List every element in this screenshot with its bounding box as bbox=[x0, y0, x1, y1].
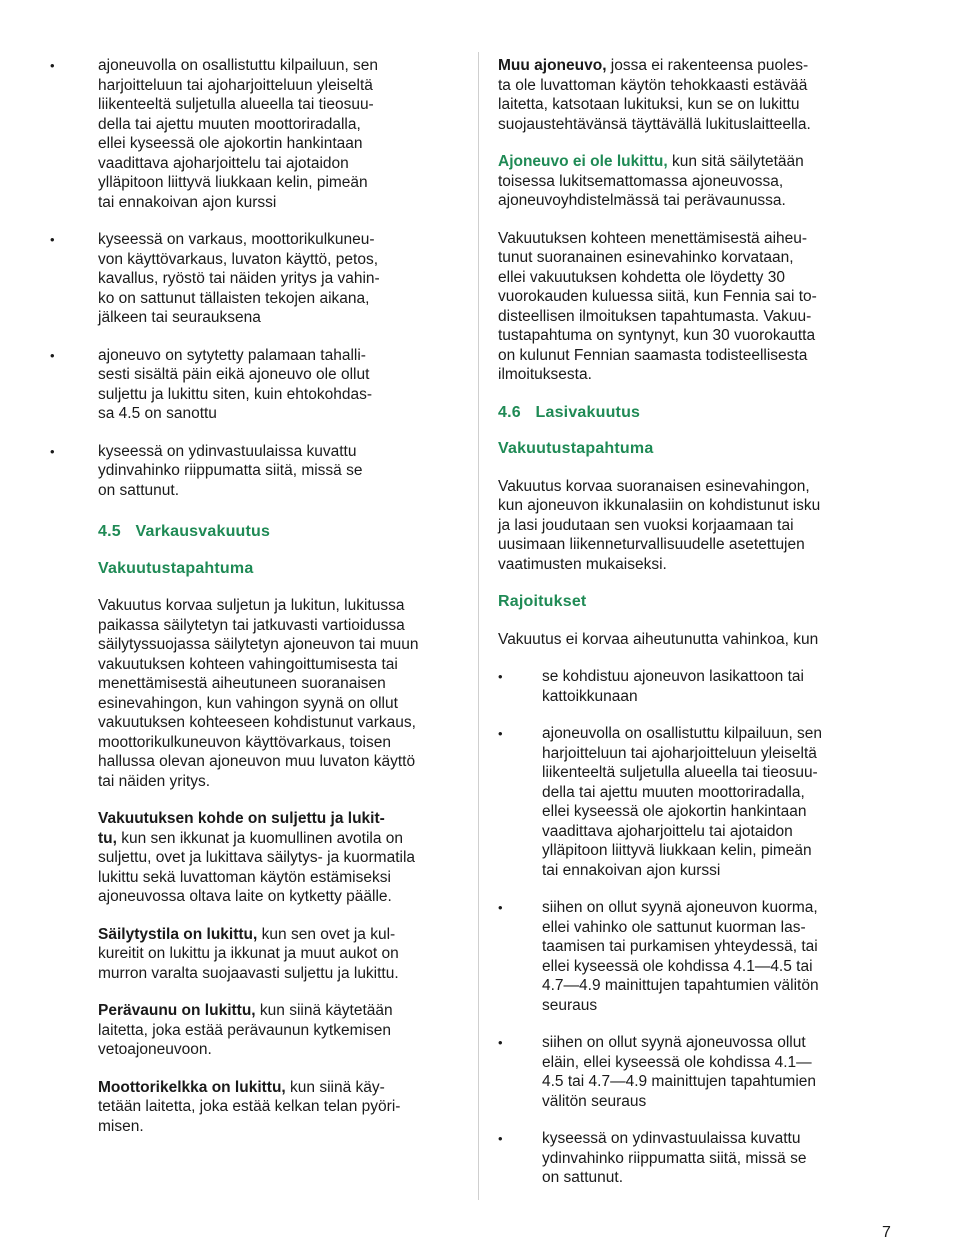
text-line: tustapahtuma on syntynyt, kun 30 vuorokautta bbox=[498, 327, 816, 344]
text-line bbox=[98, 1001, 454, 1021]
text-line: ajoneuvoyhdistelmässä tai perävaunussa. bbox=[498, 192, 786, 209]
definition-text: kun sen ovet ja kul- bbox=[257, 925, 396, 943]
text-line: siihen on ollut syynä ajoneuvossa ollut bbox=[542, 1034, 806, 1051]
definition-term: Säilytystila on lukittu, bbox=[98, 925, 258, 943]
text-line: laitetta, joka estää perävaunun kytkemisen bbox=[98, 1021, 391, 1039]
text-line: vaadittava ajoharjoittelu tai ajotaidon bbox=[542, 822, 793, 840]
text-line bbox=[98, 829, 454, 849]
text-line: paikassa säilytetyn tai jatkuvasti vartioidussa bbox=[98, 616, 405, 634]
right-column bbox=[498, 56, 858, 1206]
text-line: liikenteeltä suljetulla alueella tai tieosuu- bbox=[542, 764, 818, 781]
definition-term: Muu ajoneuvo, bbox=[498, 57, 607, 74]
definition-kohde-lukittu bbox=[98, 809, 454, 907]
definition-term: Ajoneuvo ei ole lukittu, bbox=[498, 153, 668, 170]
definition-text: kun siinä käy- bbox=[285, 1078, 385, 1096]
text-line: kattoikkunaan bbox=[542, 687, 638, 705]
text-line: liikenteeltä suljetulla alueella tai tieosuu- bbox=[98, 96, 374, 113]
text-line: kavallus, ryöstö tai näiden yritys ja vahin- bbox=[98, 270, 380, 287]
text-line: säilytyssuojassa säilytetyn ajoneuvon tai muun bbox=[98, 636, 419, 653]
text-line: 4.5 tai 4.7—4.9 mainittujen tapahtumien bbox=[542, 1073, 817, 1090]
definition-muu-ajoneuvo bbox=[498, 56, 858, 134]
text-line: tai näiden yritys. bbox=[98, 772, 210, 790]
text-line: harjoitteluun tai ajoharjoitteluun yleiseltä bbox=[98, 76, 373, 94]
definition-text: kun siinä käytetään bbox=[255, 1002, 393, 1019]
bullet-icon: • bbox=[498, 1131, 503, 1146]
list-item bbox=[498, 667, 858, 706]
list-item bbox=[498, 1129, 858, 1188]
text-line bbox=[98, 809, 454, 829]
text-line: ydinvahinko riippumatta siitä, missä se bbox=[542, 1149, 807, 1167]
text-line: 4.7—4.9 mainittujen tapahtumien välitön bbox=[542, 977, 819, 994]
paragraph-rajoitukset: Vakuutus ei korvaa aiheutunutta vahinkoa, kun bbox=[498, 630, 819, 648]
definition-ei-lukittu bbox=[498, 152, 858, 211]
definition-rest bbox=[98, 944, 454, 983]
subheading-rajoitukset: Rajoitukset bbox=[498, 593, 587, 610]
text-line bbox=[498, 56, 858, 76]
text-line: hallussa olevan ajoneuvon muu luvaton käyttö bbox=[98, 753, 416, 770]
exclusion-list-left bbox=[50, 56, 454, 500]
text-line: ko on sattunut tällaisten tekojen aikana, bbox=[98, 289, 370, 307]
text-line: suojaustehtävänsä täyttävällä lukituslaitteella. bbox=[498, 115, 811, 133]
text-line bbox=[498, 152, 858, 172]
text-line: ellei kyseessä ole ajokortin hankintaan bbox=[98, 135, 363, 152]
left-column bbox=[50, 56, 454, 1154]
text-line: ylläpitoon liittyvä liukkaan kelin, pimeän bbox=[98, 174, 368, 191]
text-line: ja lasi joudutaan sen vuoksi korjaamaan tai bbox=[498, 516, 794, 534]
list-item bbox=[498, 898, 858, 1015]
text-line: menettämisestä aiheutuneen suoranaisen bbox=[98, 675, 386, 692]
text-line: ajoneuvossa oltava laite on kytketty päälle. bbox=[98, 888, 392, 905]
text-line: vaatimusten mukaiseksi. bbox=[498, 555, 667, 573]
text-line: toisessa lukitsemattomassa ajoneuvossa, bbox=[498, 172, 784, 190]
exclusion-list-right bbox=[498, 667, 858, 1188]
definition-peravaunu bbox=[98, 1001, 454, 1060]
text-line: kyseessä on varkaus, moottorikulkuneu- bbox=[98, 231, 375, 248]
text-line: della tai ajettu muuten moottoriradalla, bbox=[98, 115, 361, 133]
bullet-icon: • bbox=[50, 232, 55, 247]
text-line: lukittu sekä luvattoman käytön estämiseksi bbox=[98, 868, 391, 886]
text-line: on kulunut Fennian saamasta todisteellisesta bbox=[498, 346, 808, 364]
section-number: 4.6 bbox=[498, 403, 521, 421]
text-line: murron varalta suojaavasti suljettu ja lukittu. bbox=[98, 964, 399, 982]
bullet-icon: • bbox=[50, 58, 55, 73]
text-line: sa 4.5 on sanottu bbox=[98, 405, 217, 422]
definition-rest bbox=[498, 172, 858, 211]
section-heading-4-5 bbox=[98, 522, 454, 542]
bullet-icon: • bbox=[50, 347, 55, 363]
text-line: ylläpitoon liittyvä liukkaan kelin, pimeän bbox=[542, 842, 812, 859]
list-item bbox=[50, 442, 454, 501]
definition-moottorikelkka bbox=[98, 1078, 454, 1137]
subheading-vakuutustapahtuma: Vakuutustapahtuma bbox=[98, 559, 254, 577]
text-line: misen. bbox=[98, 1117, 144, 1135]
text-line: kureitit on lukittu ja ikkunat ja muut aukot on bbox=[98, 945, 399, 962]
definition-rest bbox=[98, 848, 454, 907]
bullet-icon: • bbox=[498, 900, 503, 915]
text-line bbox=[98, 1078, 454, 1098]
text-line: disteellisen ilmoituksen tapahtumasta. Vakuu- bbox=[498, 307, 812, 325]
text-line: ilmoituksesta. bbox=[498, 366, 592, 383]
text-line: laitetta, katsotaan lukituksi, kun se on lukittu bbox=[498, 96, 800, 113]
definition-text: kun sitä säilytetään bbox=[667, 153, 804, 170]
text-line: ellei vahinko ole sattunut kuorman las- bbox=[542, 918, 806, 936]
text-line: vakuutuksen kohteeseen kohdistunut varkaus, bbox=[98, 714, 416, 731]
text-line: suljettu, ovet ja lukittava säilytys- ja kuormatila bbox=[98, 849, 416, 866]
list-item bbox=[50, 346, 454, 424]
text-line: välitön seuraus bbox=[542, 1092, 647, 1110]
column-divider bbox=[478, 52, 479, 1200]
bullet-icon: • bbox=[498, 1035, 503, 1050]
text-line: tunut suoranainen esinevahinko korvataan, bbox=[498, 249, 794, 266]
text-line: siihen on ollut syynä ajoneuvon kuorma, bbox=[542, 899, 818, 916]
text-line: ellei kyseessä ole ajokortin hankintaan bbox=[542, 803, 807, 820]
section-title: Varkausvakuutus bbox=[135, 523, 271, 540]
definition-rest bbox=[498, 76, 858, 135]
text-line: della tai ajettu muuten moottoriradalla, bbox=[542, 783, 805, 801]
text-line: kun ajoneuvon ikkunalasiin on kohdistunut isku bbox=[498, 497, 821, 514]
definition-term: Moottorikelkka on lukittu, bbox=[98, 1078, 286, 1096]
section-heading-4-6 bbox=[498, 403, 858, 423]
text-line: ajoneuvolla on osallistuttu kilpailuun, sen bbox=[542, 725, 823, 742]
text-line: tai ennakoivan ajon kurssi bbox=[98, 193, 277, 211]
text-line: Vakuutuksen kohteen menettämisestä aiheu- bbox=[498, 229, 808, 247]
definition-text: jossa ei rakenteensa puoles- bbox=[606, 57, 809, 74]
text-line: taamisen tai purkamisen yhteydessä, tai bbox=[542, 938, 818, 955]
text-line: Vakuutus korvaa suoranaisen esinevahingon, bbox=[498, 477, 810, 495]
text-line: sesti sisältä päin eikä ajoneuvo ole ollut bbox=[98, 366, 370, 383]
definition-term: Perävaunu on lukittu, bbox=[98, 1002, 256, 1019]
text-line: tai ennakoivan ajon kurssi bbox=[542, 861, 721, 879]
text-line: seuraus bbox=[542, 996, 598, 1014]
text-line: kyseessä on ydinvastuulaissa kuvattu bbox=[542, 1130, 801, 1147]
text-line: vuorokauden kuluessa siitä, kun Fennia sai to- bbox=[498, 288, 817, 305]
bullet-icon: • bbox=[50, 443, 55, 459]
text-line: tetään laitetta, joka estää kelkan telan pyöri- bbox=[98, 1098, 401, 1115]
text-line: vakuutuksen kohteen vahingoittumisesta tai bbox=[98, 655, 398, 673]
text-line: vaadittava ajoharjoittelu tai ajotaidon bbox=[98, 154, 349, 172]
text-line: ajoneuvolla on osallistuttu kilpailuun, sen bbox=[98, 57, 379, 74]
section-title: Lasivakuutus bbox=[535, 403, 641, 421]
text-line: suljettu ja lukittu siten, kuin ehtokohdas- bbox=[98, 385, 372, 403]
definition-text: kun sen ikkunat ja kuomullinen avotila on bbox=[116, 829, 403, 847]
text-line: on sattunut. bbox=[98, 481, 180, 499]
text-line: Vakuutus korvaa suljetun ja lukitun, lukitussa bbox=[98, 597, 405, 614]
text-line: eläin, ellei kyseessä ole kohdissa 4.1— bbox=[542, 1053, 812, 1071]
text-line: ydinvahinko riippumatta siitä, missä se bbox=[98, 462, 363, 479]
text-line: ajoneuvo on sytytetty palamaan tahalli- bbox=[98, 346, 366, 364]
text-line: esinevahingon, kun vahingon syynä on ollut bbox=[98, 694, 398, 712]
text-line: ellei vakuutuksen kohdetta ole löydetty 30 bbox=[498, 268, 785, 286]
text-line: jälkeen tai seurauksena bbox=[98, 309, 261, 326]
text-line: kyseessä on ydinvastuulaissa kuvattu bbox=[98, 442, 357, 460]
paragraph-lasivakuutus bbox=[498, 477, 858, 575]
text-line: on sattunut. bbox=[542, 1169, 624, 1186]
list-item bbox=[50, 56, 454, 212]
text-line: vetoajoneuvoon. bbox=[98, 1041, 212, 1058]
text-line: harjoitteluun tai ajoharjoitteluun yleiseltä bbox=[542, 744, 817, 762]
list-item bbox=[50, 230, 454, 328]
definition-sailytystila bbox=[98, 925, 454, 984]
definition-rest bbox=[98, 1021, 454, 1060]
text-line: von käyttövarkaus, luvaton käyttö, petos, bbox=[98, 250, 379, 268]
list-item bbox=[498, 724, 858, 880]
definition-term: Vakuutuksen kohde on suljettu ja lukit- bbox=[98, 810, 385, 827]
definition-rest bbox=[98, 1097, 454, 1136]
text-line: ta ole luvattoman käytön tehokkaasti estävää bbox=[498, 76, 808, 94]
section-number: 4.5 bbox=[98, 523, 121, 540]
paragraph-kohteen-menettaminen bbox=[498, 229, 858, 385]
paragraph-varkaus bbox=[98, 596, 454, 791]
text-line: moottorikulkuneuvon käyttövarkaus, toisen bbox=[98, 733, 391, 751]
text-line: ellei kyseessä ole kohdissa 4.1—4.5 tai bbox=[542, 957, 813, 975]
text-line: se kohdistuu ajoneuvon lasikattoon tai bbox=[542, 668, 804, 685]
list-item bbox=[498, 1033, 858, 1111]
definition-term: tu, bbox=[98, 829, 117, 847]
text-line bbox=[98, 925, 454, 945]
page-number: 7 bbox=[882, 1224, 891, 1241]
subheading-vakuutustapahtuma: Vakuutustapahtuma bbox=[498, 440, 654, 457]
bullet-icon: • bbox=[498, 726, 503, 741]
bullet-icon: • bbox=[498, 669, 503, 684]
text-line: uusimaan liikenneturvallisuudelle asetettujen bbox=[498, 536, 805, 553]
